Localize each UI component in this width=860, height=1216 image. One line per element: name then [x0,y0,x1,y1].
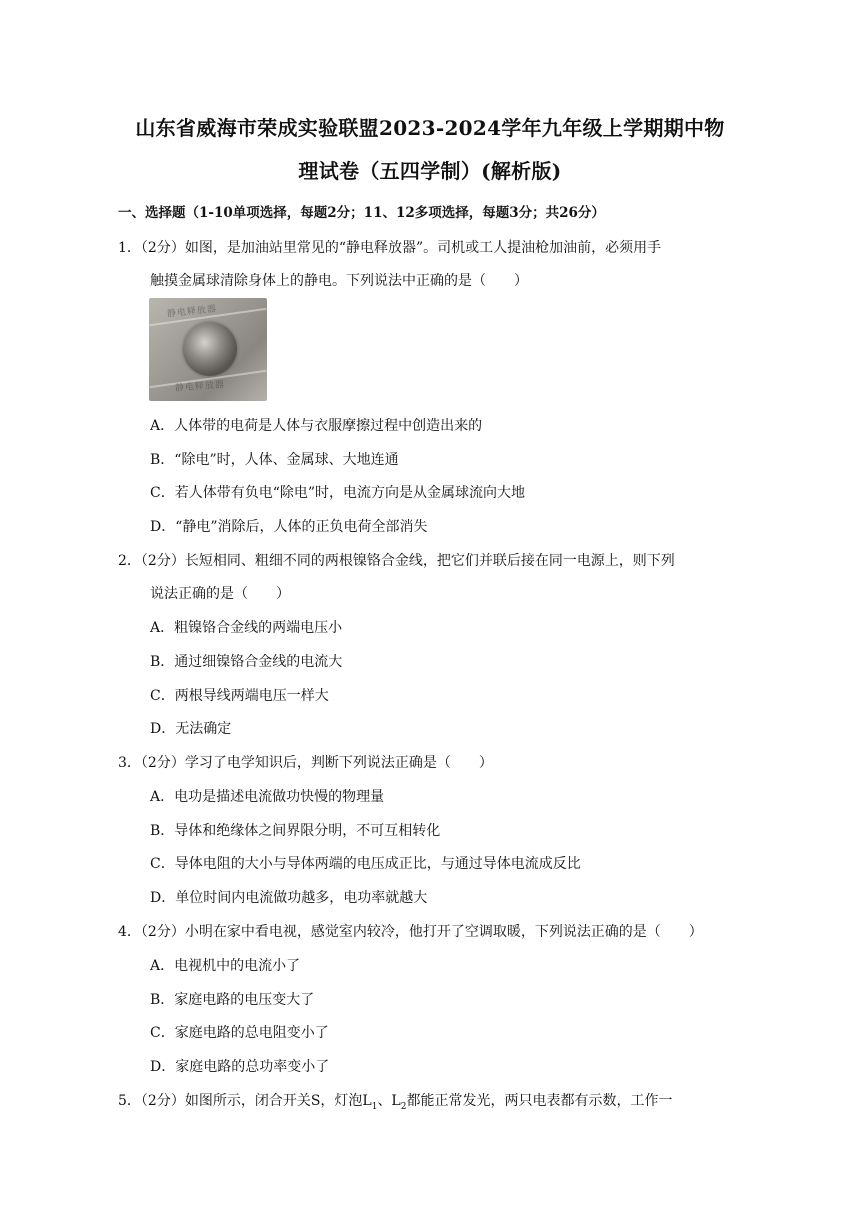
question-1-option-d: D．“静电”消除后，人体的正负电荷全部消失 [150,519,428,535]
question-1-text: 1．（2分）如图，是加油站里常见的“静电释放器”。司机或工人提油枪加油前，必须用手 [118,240,662,256]
question-4-text: 4．（2分）小明在家中看电视，感觉室内较冷，他打开了空调取暖，下列说法正确的是（ ） [118,924,703,940]
question-2-option-d: D．无法确定 [150,721,232,737]
question-1-text-cont: 触摸金属球清除身体上的静电。下列说法中正确的是（ ） [150,273,528,289]
question-1-option-a: A．人体带的电荷是人体与衣服摩擦过程中创造出来的 [150,418,483,434]
question-1-option-b: B．“除电”时，人体、金属球、大地连通 [150,452,399,468]
question-5-text [118,1091,672,1117]
question-3-option-b: B．导体和绝缘体之间界限分明，不可互相转化 [150,823,441,839]
lamp-1-subscript: 1 [371,1101,378,1112]
document-title-line-2: 理试卷（五四学制）(解析版) [298,159,562,183]
metal-ball-image [183,322,237,376]
question-3-option-c: C．导体电阻的大小与导体两端的电压成正比，与通过导体电流成反比 [150,856,581,872]
document-title-line-1: 山东省威海市荣成实验联盟2023-2024学年九年级上学期期中物 [135,116,725,140]
question-3-option-a: A．电功是描述电流做功快慢的物理量 [150,789,385,805]
question-5-text-b: 、L [377,1093,401,1109]
section-heading: 一、选择题（1-10单项选择，每题2分；11、12多项选择，每题3分；共26分） [118,205,605,221]
question-3-text: 3．（2分）学习了电学知识后，判断下列说法正确是（ ） [118,755,493,771]
lamp-2-subscript: 2 [400,1101,407,1112]
question-4-option-d: D．家庭电路的总功率变小了 [150,1059,330,1075]
question-2-option-a: A．粗镍铬合金线的两端电压小 [150,620,343,636]
photo-label-top: 静电释放器 [166,304,218,320]
question-4-option-a: A．电视机中的电流小了 [150,958,301,974]
question-2-text: 2．（2分）长短相同、粗细不同的两根镍铬合金线，把它们并联后接在同一电源上，则下列 [118,553,675,569]
static-discharger-photo [149,298,267,401]
question-2-option-c: C．两根导线两端电压一样大 [150,688,329,704]
question-2-text-cont: 说法正确的是（ ） [150,586,290,602]
photo-label-bottom: 静电释放器 [174,380,226,394]
question-5-text-a: 5．（2分）如图所示，闭合开关S，灯泡L [118,1093,372,1109]
question-1-option-c: C．若人体带有负电“除电”时，电流方向是从金属球流向大地 [150,485,526,501]
question-3-option-d: D．单位时间内电流做功越多，电功率就越大 [150,890,428,906]
question-4-option-c: C．家庭电路的总电阻变小了 [150,1025,329,1041]
question-2-option-b: B．通过细镍铬合金线的电流大 [150,654,343,670]
question-5-text-c: 都能正常发光，两只电表都有示数，工作一 [406,1093,673,1109]
question-4-option-b: B．家庭电路的电压变大了 [150,992,315,1008]
